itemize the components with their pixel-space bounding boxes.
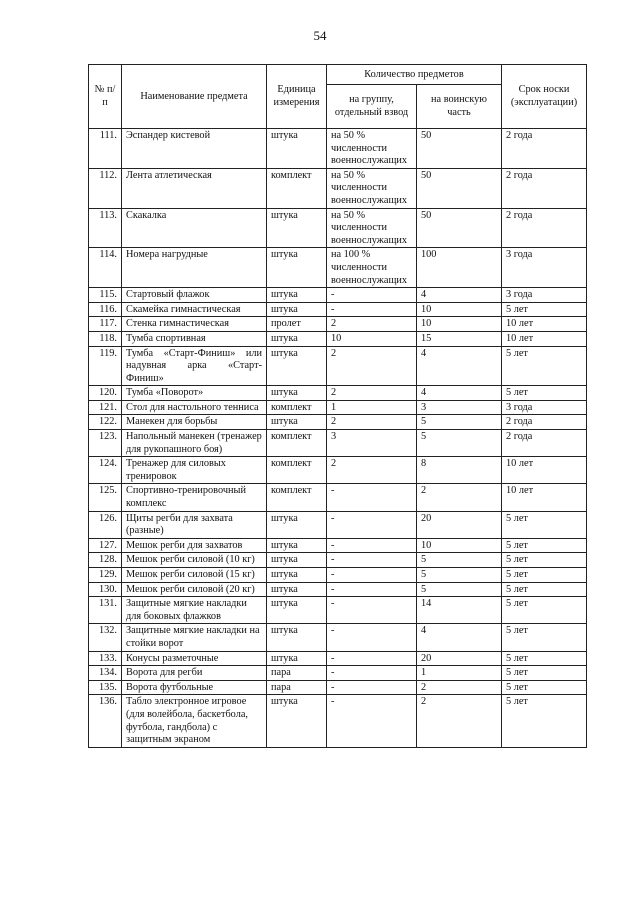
qty-per-group: - [327, 484, 417, 511]
service-term: 5 лет [502, 302, 587, 317]
row-number: 135. [89, 680, 122, 695]
item-name: Манекен для борьбы [122, 415, 267, 430]
qty-per-unit: 2 [417, 484, 502, 511]
item-name: Защитные мягкие накладки для боковых флажков [122, 597, 267, 624]
qty-per-unit: 50 [417, 129, 502, 169]
table-row [89, 553, 587, 568]
table-row [89, 582, 587, 597]
table-row [89, 651, 587, 666]
service-term: 5 лет [502, 511, 587, 538]
service-term: 5 лет [502, 597, 587, 624]
qty-per-group: - [327, 695, 417, 747]
table-row [89, 680, 587, 695]
service-term: 5 лет [502, 651, 587, 666]
table-row [89, 248, 587, 288]
qty-per-unit: 5 [417, 430, 502, 457]
qty-per-unit: 10 [417, 317, 502, 332]
table-row [89, 317, 587, 332]
item-unit: штука [267, 597, 327, 624]
row-number: 115. [89, 288, 122, 303]
item-unit: штука [267, 331, 327, 346]
qty-per-group: 10 [327, 331, 417, 346]
item-name: Лента атлетическая [122, 168, 267, 208]
qty-per-group: - [327, 511, 417, 538]
qty-per-group: - [327, 680, 417, 695]
qty-per-unit: 10 [417, 538, 502, 553]
qty-per-group: 2 [327, 317, 417, 332]
table-row [89, 695, 587, 747]
item-unit: штука [267, 288, 327, 303]
header-unit: Единица измерения [267, 65, 327, 129]
row-number: 123. [89, 430, 122, 457]
qty-per-unit: 5 [417, 553, 502, 568]
item-unit: пролет [267, 317, 327, 332]
item-unit: штука [267, 624, 327, 651]
qty-per-group: - [327, 302, 417, 317]
table-row [89, 288, 587, 303]
table-row [89, 597, 587, 624]
qty-per-unit: 4 [417, 386, 502, 401]
qty-per-group: - [327, 288, 417, 303]
table-row [89, 168, 587, 208]
item-name: Ворота футбольные [122, 680, 267, 695]
item-unit: штука [267, 386, 327, 401]
row-number: 119. [89, 346, 122, 386]
qty-per-group: - [327, 651, 417, 666]
row-number: 114. [89, 248, 122, 288]
service-term: 5 лет [502, 346, 587, 386]
item-name: Напольный манекен (тренажер для рукопашного боя) [122, 430, 267, 457]
row-number: 124. [89, 457, 122, 484]
item-unit: штука [267, 129, 327, 169]
item-name: Стартовый флажок [122, 288, 267, 303]
item-name: Мешок регби силовой (20 кг) [122, 582, 267, 597]
qty-per-unit: 50 [417, 208, 502, 248]
service-term: 2 года [502, 129, 587, 169]
row-number: 112. [89, 168, 122, 208]
qty-per-unit: 8 [417, 457, 502, 484]
row-number: 133. [89, 651, 122, 666]
item-unit: штука [267, 208, 327, 248]
qty-per-unit: 4 [417, 346, 502, 386]
service-term: 10 лет [502, 457, 587, 484]
item-name: Конусы разметочные [122, 651, 267, 666]
item-unit: штука [267, 538, 327, 553]
item-name: Щиты регби для захвата (разные) [122, 511, 267, 538]
qty-per-unit: 5 [417, 568, 502, 583]
item-name: Тумба «Поворот» [122, 386, 267, 401]
qty-per-unit: 2 [417, 695, 502, 747]
service-term: 10 лет [502, 331, 587, 346]
table-row [89, 538, 587, 553]
row-number: 129. [89, 568, 122, 583]
item-name: Защитные мягкие накладки на стойки ворот [122, 624, 267, 651]
table-row [89, 386, 587, 401]
service-term: 5 лет [502, 624, 587, 651]
item-name: Стенка гимнастическая [122, 317, 267, 332]
service-term: 5 лет [502, 695, 587, 747]
row-number: 121. [89, 400, 122, 415]
qty-per-group: - [327, 597, 417, 624]
table-row [89, 666, 587, 681]
row-number: 111. [89, 129, 122, 169]
qty-per-unit: 4 [417, 288, 502, 303]
item-name: Скамейка гимнастическая [122, 302, 267, 317]
qty-per-group: 1 [327, 400, 417, 415]
item-name: Эспандер кистевой [122, 129, 267, 169]
qty-per-unit: 20 [417, 651, 502, 666]
item-unit: штука [267, 582, 327, 597]
table-row [89, 511, 587, 538]
item-name: Скакалка [122, 208, 267, 248]
qty-per-group: - [327, 624, 417, 651]
header-quantity: Количество предметов [327, 65, 502, 85]
qty-per-group: - [327, 568, 417, 583]
qty-per-unit: 2 [417, 680, 502, 695]
service-term: 5 лет [502, 386, 587, 401]
table-row [89, 624, 587, 651]
item-unit: комплект [267, 457, 327, 484]
items-table [88, 64, 587, 748]
row-number: 127. [89, 538, 122, 553]
qty-per-group: на 50 % численности военнослужащих [327, 208, 417, 248]
table-row [89, 302, 587, 317]
item-unit: штука [267, 695, 327, 747]
qty-per-group: - [327, 538, 417, 553]
item-name: Стол для настольного тенниса [122, 400, 267, 415]
item-name: Тумба «Старт-Финиш» или надувная арка «Старт-Финиш» [122, 346, 267, 386]
service-term: 3 года [502, 248, 587, 288]
qty-per-unit: 10 [417, 302, 502, 317]
row-number: 113. [89, 208, 122, 248]
service-term: 10 лет [502, 484, 587, 511]
service-term: 10 лет [502, 317, 587, 332]
qty-per-group: 2 [327, 457, 417, 484]
header-name: Наименование предмета [122, 65, 267, 129]
table-row [89, 415, 587, 430]
qty-per-unit: 3 [417, 400, 502, 415]
qty-per-group: - [327, 582, 417, 597]
row-number: 118. [89, 331, 122, 346]
item-name: Спортивно-тренировочный комплекс [122, 484, 267, 511]
qty-per-unit: 4 [417, 624, 502, 651]
item-name: Мешок регби силовой (15 кг) [122, 568, 267, 583]
item-unit: штука [267, 302, 327, 317]
service-term: 5 лет [502, 582, 587, 597]
table-row [89, 331, 587, 346]
qty-per-unit: 5 [417, 415, 502, 430]
item-unit: штука [267, 568, 327, 583]
qty-per-group: на 50 % численности военнослужащих [327, 168, 417, 208]
item-unit: комплект [267, 430, 327, 457]
table-row [89, 400, 587, 415]
qty-per-group: 2 [327, 415, 417, 430]
qty-per-group: - [327, 553, 417, 568]
qty-per-group: - [327, 666, 417, 681]
service-term: 2 года [502, 208, 587, 248]
row-number: 116. [89, 302, 122, 317]
service-term: 5 лет [502, 553, 587, 568]
table-row [89, 430, 587, 457]
qty-per-group: на 50 % численности военнослужащих [327, 129, 417, 169]
row-number: 126. [89, 511, 122, 538]
item-unit: пара [267, 666, 327, 681]
table-row [89, 457, 587, 484]
header-per-unit: на воинскую часть [417, 85, 502, 129]
row-number: 122. [89, 415, 122, 430]
row-number: 131. [89, 597, 122, 624]
qty-per-unit: 50 [417, 168, 502, 208]
row-number: 128. [89, 553, 122, 568]
qty-per-unit: 15 [417, 331, 502, 346]
item-unit: штука [267, 651, 327, 666]
table-row [89, 346, 587, 386]
item-unit: штука [267, 346, 327, 386]
table-row [89, 484, 587, 511]
item-unit: штука [267, 553, 327, 568]
header-term: Срок носки (эксплуатации) [502, 65, 587, 129]
item-name: Мешок регби силовой (10 кг) [122, 553, 267, 568]
qty-per-unit: 1 [417, 666, 502, 681]
service-term: 5 лет [502, 680, 587, 695]
service-term: 3 года [502, 288, 587, 303]
item-unit: комплект [267, 400, 327, 415]
header-num: № п/п [89, 65, 122, 129]
item-unit: комплект [267, 168, 327, 208]
item-name: Мешок регби для захватов [122, 538, 267, 553]
service-term: 5 лет [502, 666, 587, 681]
item-name: Табло электронное игровое (для волейбола, баскетбола, футбола, гандбола) с защитным экраном [122, 695, 267, 747]
item-unit: комплект [267, 484, 327, 511]
item-unit: пара [267, 680, 327, 695]
item-name: Тренажер для силовых тренировок [122, 457, 267, 484]
item-unit: штука [267, 248, 327, 288]
service-term: 5 лет [502, 538, 587, 553]
row-number: 120. [89, 386, 122, 401]
row-number: 134. [89, 666, 122, 681]
row-number: 132. [89, 624, 122, 651]
item-name: Номера нагрудные [122, 248, 267, 288]
service-term: 2 года [502, 168, 587, 208]
service-term: 3 года [502, 400, 587, 415]
qty-per-group: 2 [327, 346, 417, 386]
qty-per-unit: 20 [417, 511, 502, 538]
table-row [89, 208, 587, 248]
qty-per-unit: 100 [417, 248, 502, 288]
row-number: 125. [89, 484, 122, 511]
qty-per-unit: 5 [417, 582, 502, 597]
service-term: 2 года [502, 415, 587, 430]
item-name: Ворота для регби [122, 666, 267, 681]
table-row [89, 129, 587, 169]
service-term: 5 лет [502, 568, 587, 583]
row-number: 130. [89, 582, 122, 597]
page-number: 54 [313, 28, 327, 43]
qty-per-unit: 14 [417, 597, 502, 624]
row-number: 117. [89, 317, 122, 332]
row-number: 136. [89, 695, 122, 747]
qty-per-group: 3 [327, 430, 417, 457]
header-per-group: на группу, отдельный взвод [327, 85, 417, 129]
item-name: Тумба спортивная [122, 331, 267, 346]
qty-per-group: 2 [327, 386, 417, 401]
service-term: 2 года [502, 430, 587, 457]
qty-per-group: на 100 % численности военнослужащих [327, 248, 417, 288]
item-unit: штука [267, 415, 327, 430]
item-unit: штука [267, 511, 327, 538]
table-row [89, 568, 587, 583]
